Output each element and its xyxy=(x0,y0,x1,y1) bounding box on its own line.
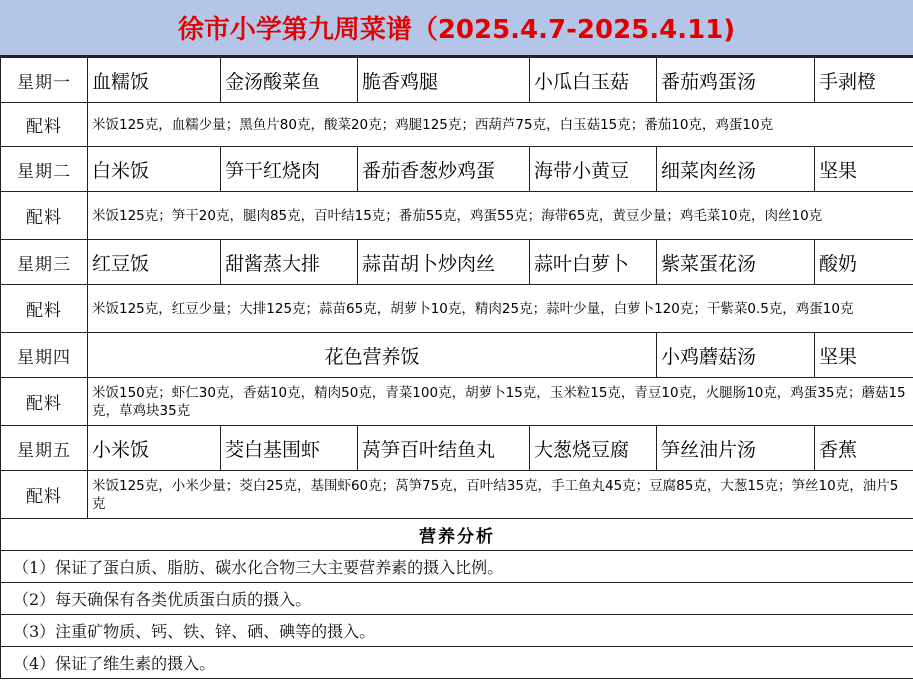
ingredient-text: 米饭125克，小米少量；茭白25克，基围虾60克；莴笋75克，百叶结35克，手工鱼丸45克；豆腐85克，大葱15克；笋丝10克，油片5克 xyxy=(88,471,913,519)
dish-cell: 手剥橙 xyxy=(815,58,913,103)
dish-cell: 小瓜白玉菇 xyxy=(530,58,657,103)
dish-cell: 大葱烧豆腐 xyxy=(530,426,657,471)
ingredient-label: 配料 xyxy=(1,192,88,240)
dish-cell: 海带小黄豆 xyxy=(530,147,657,192)
nutrition-item: （3）注重矿物质、钙、铁、锌、硒、碘等的摄入。 xyxy=(1,615,913,647)
dish-cell: 蒜叶白萝卜 xyxy=(530,240,657,285)
day-label: 星期五 xyxy=(1,426,88,471)
dish-cell: 金汤酸菜鱼 xyxy=(221,58,358,103)
nutrition-heading: 营养分析 xyxy=(1,519,913,551)
nutrition-row xyxy=(1,551,913,583)
day-label: 星期三 xyxy=(1,240,88,285)
nutrition-heading-row xyxy=(1,519,913,551)
day-label: 星期四 xyxy=(1,333,88,378)
menu-table xyxy=(0,57,913,679)
dish-cell: 红豆饭 xyxy=(88,240,221,285)
menu-row-friday xyxy=(1,426,913,471)
menu-row-monday xyxy=(1,58,913,103)
nutrition-row xyxy=(1,583,913,615)
nutrition-row xyxy=(1,615,913,647)
dish-cell: 细菜肉丝汤 xyxy=(657,147,815,192)
dish-cell: 紫菜蛋花汤 xyxy=(657,240,815,285)
dish-cell: 白米饭 xyxy=(88,147,221,192)
dish-cell: 香蕉 xyxy=(815,426,913,471)
ingredient-label: 配料 xyxy=(1,378,88,426)
dish-cell: 蒜苗胡卜炒肉丝 xyxy=(358,240,530,285)
dish-cell-main: 花色营养饭 xyxy=(88,333,657,378)
day-label: 星期二 xyxy=(1,147,88,192)
menu-row-thursday xyxy=(1,333,913,378)
ingredient-label: 配料 xyxy=(1,285,88,333)
ingredient-text: 米饭125克，红豆少量；大排125克；蒜苗65克，胡萝卜10克，精肉25克；蒜叶少量，白萝卜120克；干紫菜0.5克，鸡蛋10克 xyxy=(88,285,913,333)
nutrition-item: （2）每天确保有各类优质蛋白质的摄入。 xyxy=(1,583,913,615)
ingredient-text: 米饭150克；虾仁30克，香菇10克，精肉50克，青菜100克，胡萝卜15克，玉米粒15克，青豆10克，火腿肠10克，鸡蛋35克；蘑菇15克，草鸡块35克 xyxy=(88,378,913,426)
ingredient-row-monday xyxy=(1,103,913,147)
nutrition-row xyxy=(1,647,913,679)
dish-cell: 坚果 xyxy=(815,147,913,192)
ingredient-label: 配料 xyxy=(1,471,88,519)
dish-cell: 莴笋百叶结鱼丸 xyxy=(358,426,530,471)
dish-cell: 血糯饭 xyxy=(88,58,221,103)
dish-cell: 番茄香葱炒鸡蛋 xyxy=(358,147,530,192)
dish-cell: 茭白基围虾 xyxy=(221,426,358,471)
ingredient-label: 配料 xyxy=(1,103,88,147)
ingredient-row-friday xyxy=(1,471,913,519)
ingredient-text: 米饭125克；笋干20克，腿肉85克，百叶结15克；番茄55克，鸡蛋55克；海带65克，黄豆少量；鸡毛菜10克，肉丝10克 xyxy=(88,192,913,240)
ingredient-row-thursday xyxy=(1,378,913,426)
dish-cell: 笋干红烧肉 xyxy=(221,147,358,192)
dish-cell: 坚果 xyxy=(815,333,913,378)
day-label: 星期一 xyxy=(1,58,88,103)
nutrition-item: （4）保证了维生素的摄入。 xyxy=(1,647,913,679)
ingredient-row-wednesday xyxy=(1,285,913,333)
nutrition-item: （1）保证了蛋白质、脂肪、碳水化合物三大主要营养素的摄入比例。 xyxy=(1,551,913,583)
menu-row-wednesday xyxy=(1,240,913,285)
dish-cell: 番茄鸡蛋汤 xyxy=(657,58,815,103)
dish-cell: 甜酱蒸大排 xyxy=(221,240,358,285)
ingredient-text: 米饭125克，血糯少量；黑鱼片80克，酸菜20克；鸡腿125克；西葫芦75克，白玉菇15克；番茄10克，鸡蛋10克 xyxy=(88,103,913,147)
dish-cell: 小米饭 xyxy=(88,426,221,471)
dish-cell: 笋丝油片汤 xyxy=(657,426,815,471)
dish-cell: 小鸡蘑菇汤 xyxy=(657,333,815,378)
menu-row-tuesday xyxy=(1,147,913,192)
ingredient-row-tuesday xyxy=(1,192,913,240)
page-title: 徐市小学第九周菜谱（2025.4.7-2025.4.11) xyxy=(0,0,913,57)
dish-cell: 脆香鸡腿 xyxy=(358,58,530,103)
dish-cell: 酸奶 xyxy=(815,240,913,285)
